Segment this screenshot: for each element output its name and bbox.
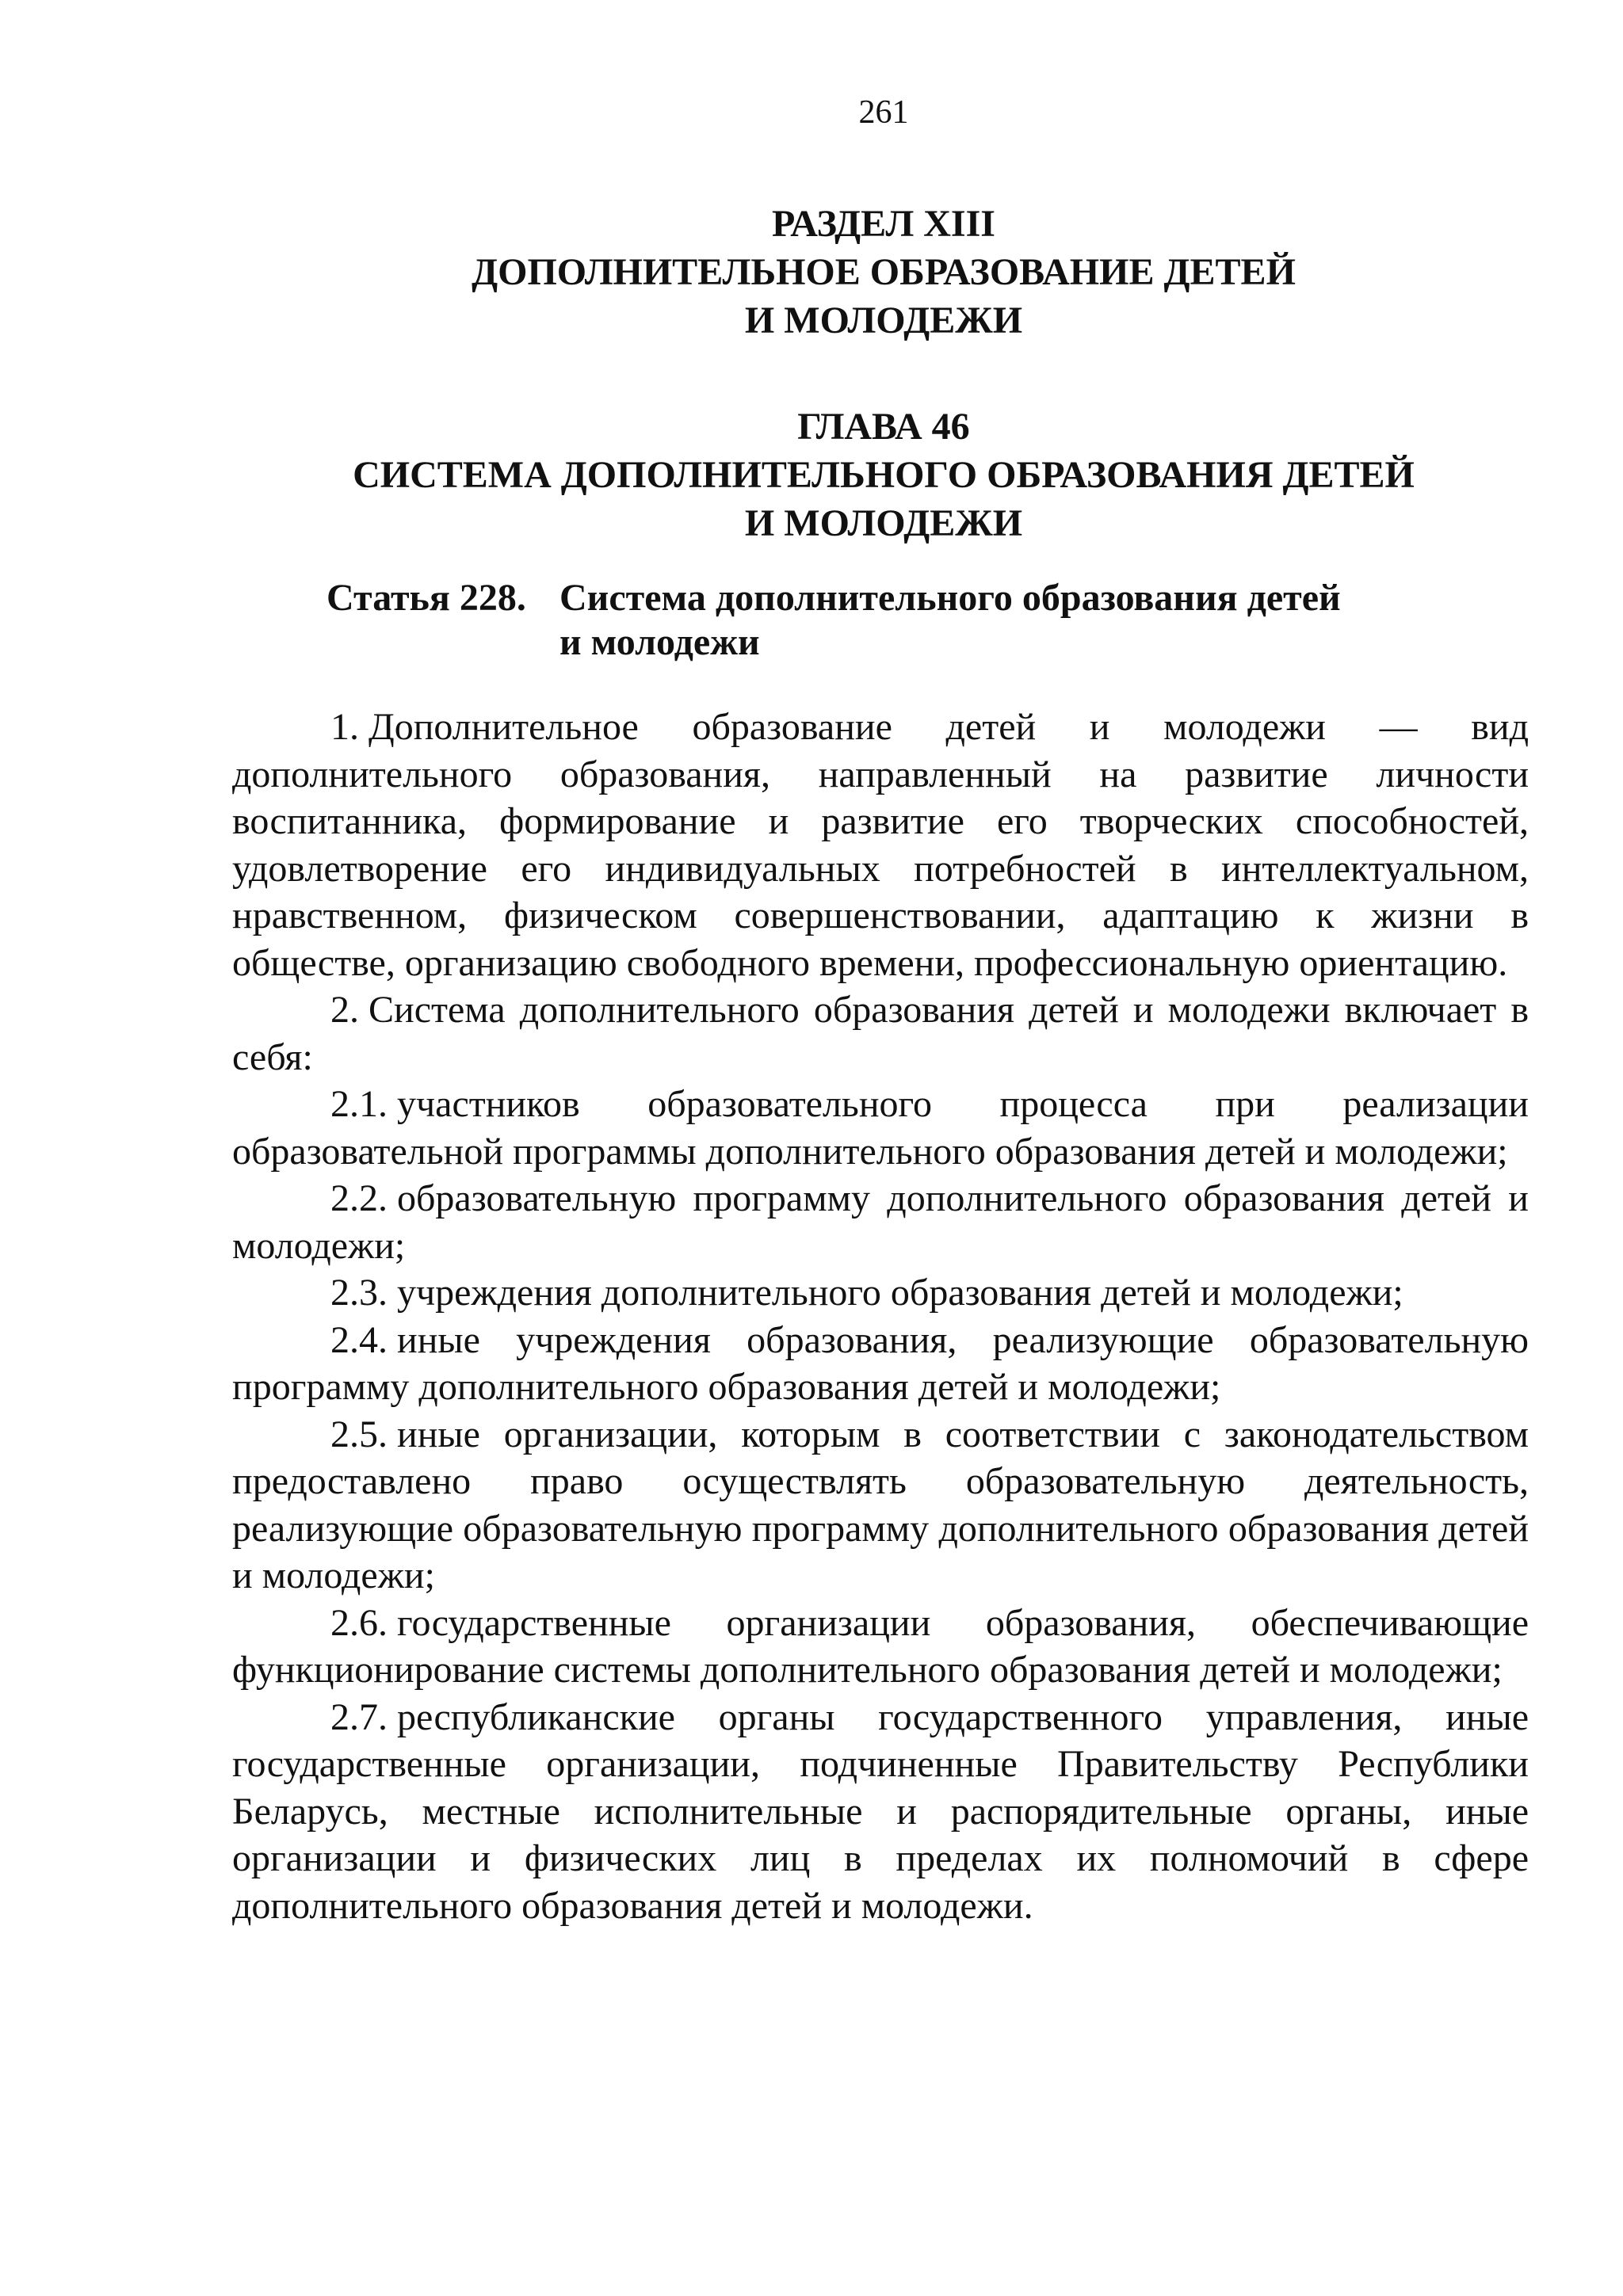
paragraph-number: 2.5. — [330, 1413, 388, 1455]
section-heading-line: РАЗДЕЛ XIII — [772, 203, 995, 245]
paragraph-text: учреждения дополнительного образования детей и молодежи; — [397, 1272, 1403, 1314]
paragraph-number: 2.2. — [330, 1177, 388, 1219]
subparagraph — [232, 1694, 1529, 1930]
subparagraph — [232, 1600, 1529, 1694]
article-body — [232, 704, 1529, 1929]
paragraph-number: 1. — [330, 706, 359, 748]
paragraph-text: образовательную программу дополнительного образования детей и молодежи; — [232, 1177, 1529, 1267]
paragraph — [232, 986, 1529, 1081]
article-number: Статья 228. — [327, 577, 526, 619]
subparagraph — [232, 1317, 1529, 1411]
article-heading — [327, 576, 1341, 665]
paragraph-number: 2.6. — [330, 1601, 388, 1644]
article-title-line: Система дополнительного образования детей — [559, 577, 1341, 619]
paragraph-text: иные учреждения образования, реализующие образовательную программу дополнительного образования детей и молодежи; — [232, 1318, 1529, 1408]
section-heading-line: И МОЛОДЕЖИ — [744, 299, 1023, 341]
paragraph-number: 2.7. — [330, 1695, 388, 1738]
subparagraph — [232, 1081, 1529, 1175]
paragraph-text: участников образовательного процесса при реализации образовательной программы дополнительного образования детей и молодежи; — [232, 1083, 1529, 1173]
paragraph-number: 2.3. — [330, 1272, 388, 1314]
section-heading — [0, 200, 1623, 345]
section-heading-line: ДОПОЛНИТЕЛЬНОЕ ОБРАЗОВАНИЕ ДЕТЕЙ — [472, 251, 1296, 293]
subparagraph — [232, 1175, 1529, 1269]
article-title-line: и молодежи — [559, 621, 760, 663]
chapter-heading-line: СИСТЕМА ДОПОЛНИТЕЛЬНОГО ОБРАЗОВАНИЯ ДЕТЕЙ — [353, 454, 1415, 496]
paragraph-text: государственные организации образования, обеспечивающие функционирование системы дополнительного образования детей и молодежи; — [232, 1601, 1529, 1691]
chapter-heading — [0, 402, 1623, 547]
page-number: 261 — [858, 94, 909, 131]
paragraph-number: 2.4. — [330, 1318, 388, 1361]
paragraph-text: иные организации, которым в соответствии с законодательством предоставлено право осуществлять образовательную деятельность, реализующие образовательную программу дополнительного образования детей и молодежи; — [232, 1413, 1529, 1596]
subparagraph — [232, 1269, 1529, 1317]
subparagraph — [232, 1411, 1529, 1600]
paragraph-number: 2. — [330, 989, 359, 1031]
paragraph-text: Система дополнительного образования детей и молодежи включает в себя: — [232, 989, 1529, 1078]
paragraph-text: Дополнительное образование детей и молодежи — вид дополнительного образования, направленный на развитие личности воспитанника, формирование и развитие его творческих способностей, удовлетворение его индивидуальных потребностей в интеллектуальном, нравственном, физическом совершенствовании, адаптацию к жизни в обществе, организацию свободного времени, профессиональную ориентацию. — [232, 706, 1529, 984]
chapter-heading-line: ГЛАВА 46 — [797, 406, 970, 448]
chapter-heading-line: И МОЛОДЕЖИ — [744, 502, 1023, 544]
paragraph-text: республиканские органы государственного управления, иные государственные организации, подчиненные Правительству Республики Беларусь, местные исполнительные и распорядительные органы, иные организации и физических лиц в пределах их полномочий в сфере дополнительного образования детей и молодежи. — [232, 1695, 1529, 1927]
paragraph — [232, 704, 1529, 986]
paragraph-number: 2.1. — [330, 1083, 388, 1125]
